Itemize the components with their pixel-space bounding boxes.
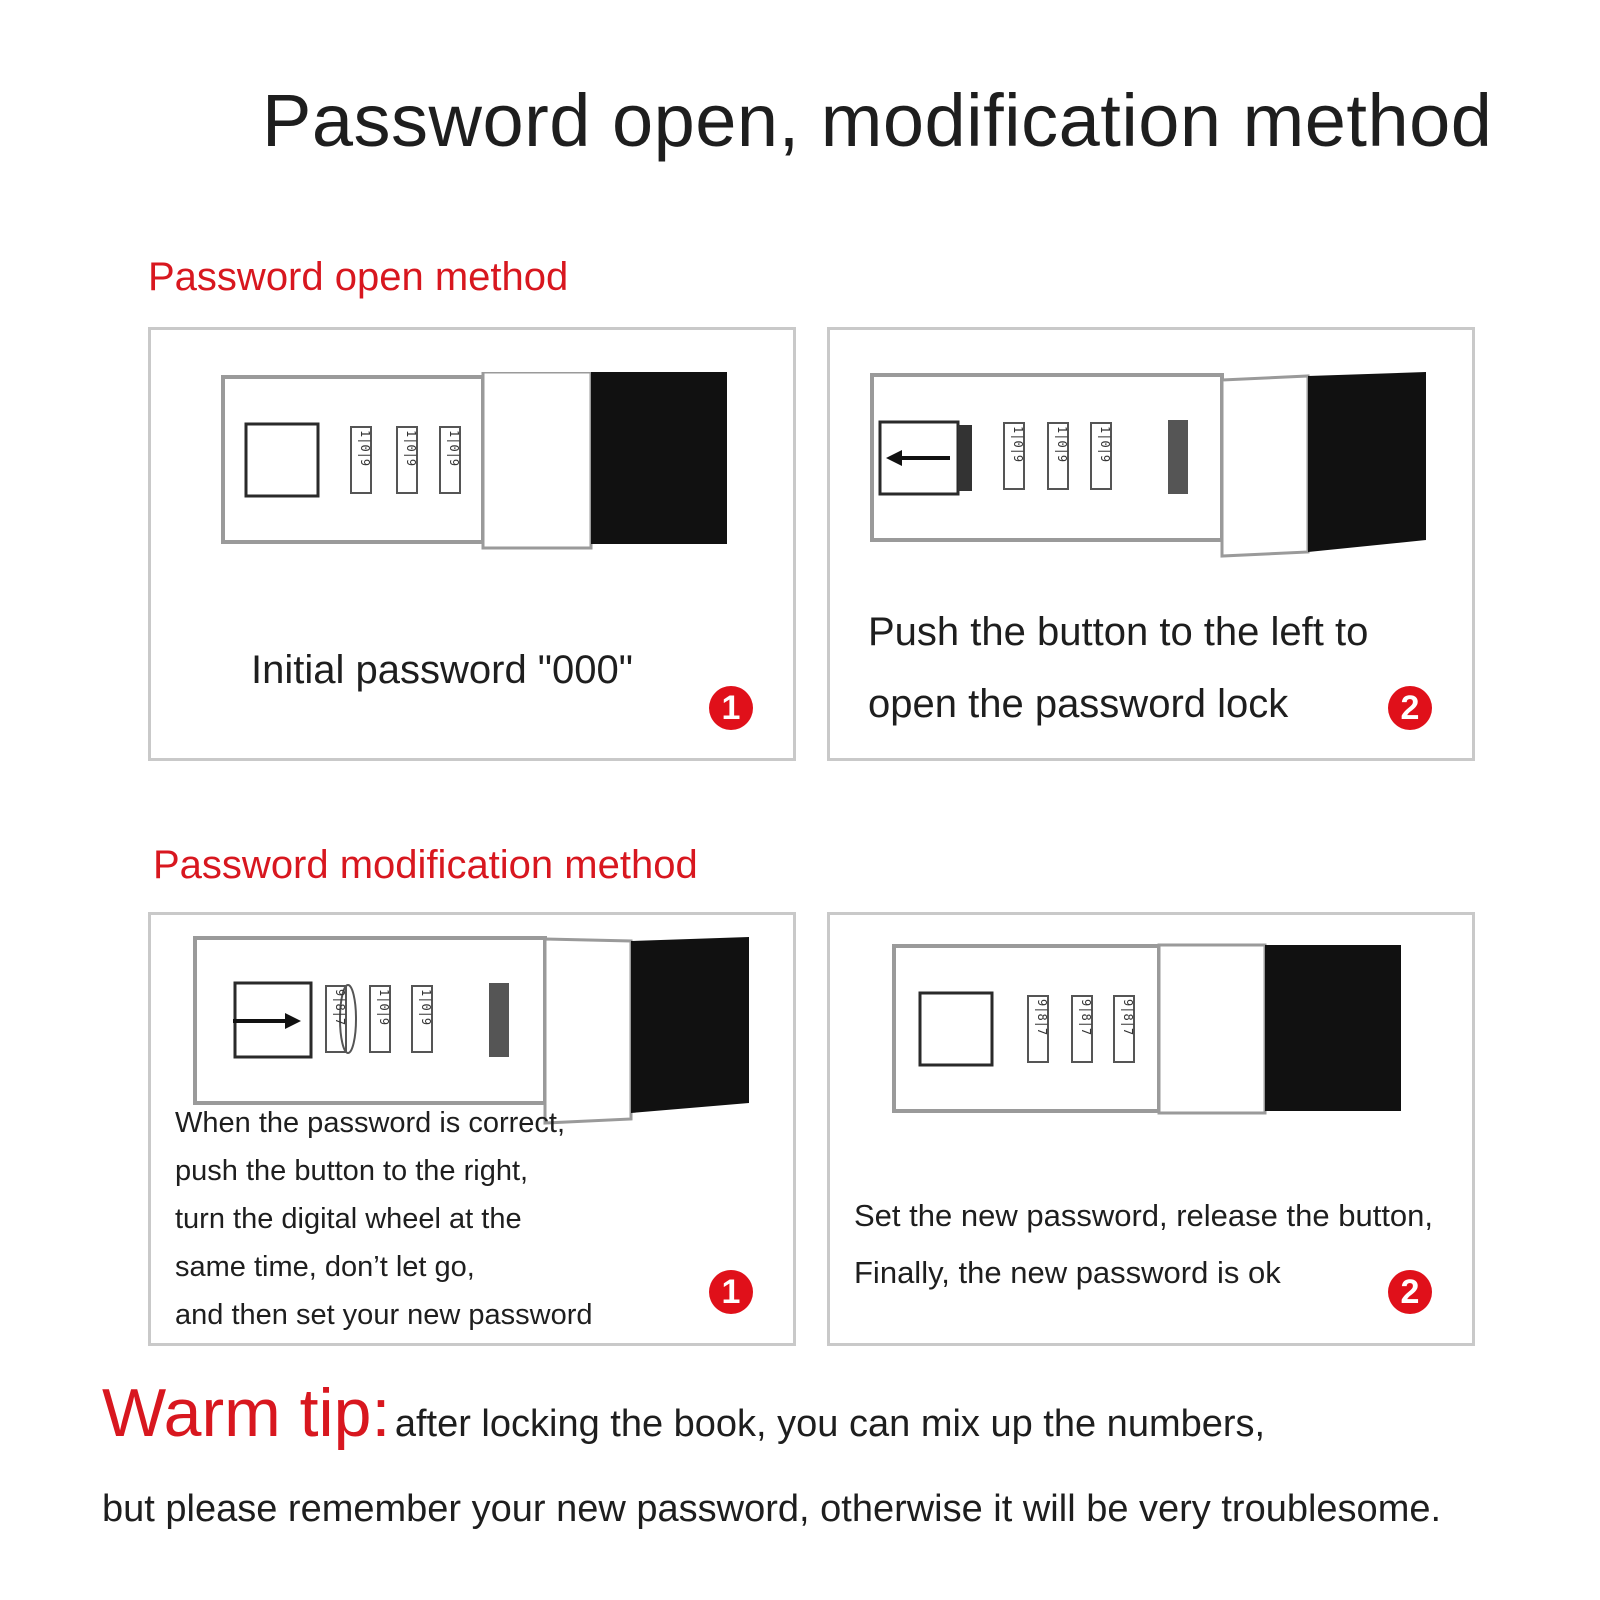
step-number-badge: 1 (709, 686, 753, 730)
step-caption: Initial password "000" (251, 648, 633, 692)
open-step-2-panel (827, 327, 1475, 761)
dial-digits: 1|0|9 (1011, 426, 1025, 463)
modify-step-1-panel (148, 912, 796, 1346)
warm-tip-text-line2: but please remember your new password, otherwise it will be very troublesome. (102, 1488, 1442, 1530)
dial-digits: 1|0|9 (447, 430, 461, 467)
step-caption-line: open the password lock (868, 682, 1289, 726)
dial-digits: 9|8|7 (333, 989, 347, 1026)
dial-digits: 9|8|7 (1121, 999, 1135, 1036)
step-caption-line: When the password is correct, (175, 1107, 566, 1139)
lock-illustration (870, 370, 1440, 570)
push-button-left (880, 422, 972, 494)
lock-illustration (892, 941, 1412, 1121)
step-number-badge: 2 (1388, 686, 1432, 730)
warm-tip (102, 1374, 1265, 1452)
modification-method-heading: Password modification method (153, 843, 698, 887)
dial-digits: 1|0|9 (404, 430, 418, 467)
step-caption-line: turn the digital wheel at the (175, 1203, 522, 1235)
step-caption-line: push the button to the right, (175, 1155, 529, 1187)
warm-tip-label: Warm tip: (102, 1375, 391, 1451)
step-caption-line: Finally, the new password is ok (854, 1255, 1281, 1290)
dial-digits: 1|0|9 (419, 989, 433, 1026)
dial-digits: 1|0|9 (377, 989, 391, 1026)
step-number-badge: 2 (1388, 1270, 1432, 1314)
dial-digits: 1|0|9 (358, 430, 372, 467)
dial-digits: 9|8|7 (1035, 999, 1049, 1036)
step-caption-line: Push the button to the left to (868, 610, 1369, 654)
warm-tip-text: after locking the book, you can mix up the numbers, (394, 1403, 1266, 1445)
step-number-badge: 1 (709, 1270, 753, 1314)
step-caption-line: and then set your new password (175, 1299, 593, 1331)
step-caption-line: Set the new password, release the button, (854, 1198, 1434, 1233)
dial-digits: 9|8|7 (1079, 999, 1093, 1036)
page-title: Password open, modification method (262, 79, 1493, 162)
open-method-heading: Password open method (148, 255, 569, 299)
push-button-right (233, 983, 311, 1057)
dial-digits: 1|0|9 (1055, 426, 1069, 463)
dial-digits: 1|0|9 (1098, 426, 1112, 463)
step-caption-line: same time, don’t let go, (175, 1251, 475, 1283)
modify-step-2-panel (827, 912, 1475, 1346)
open-step-1-panel (148, 327, 796, 761)
lock-illustration (221, 372, 731, 552)
